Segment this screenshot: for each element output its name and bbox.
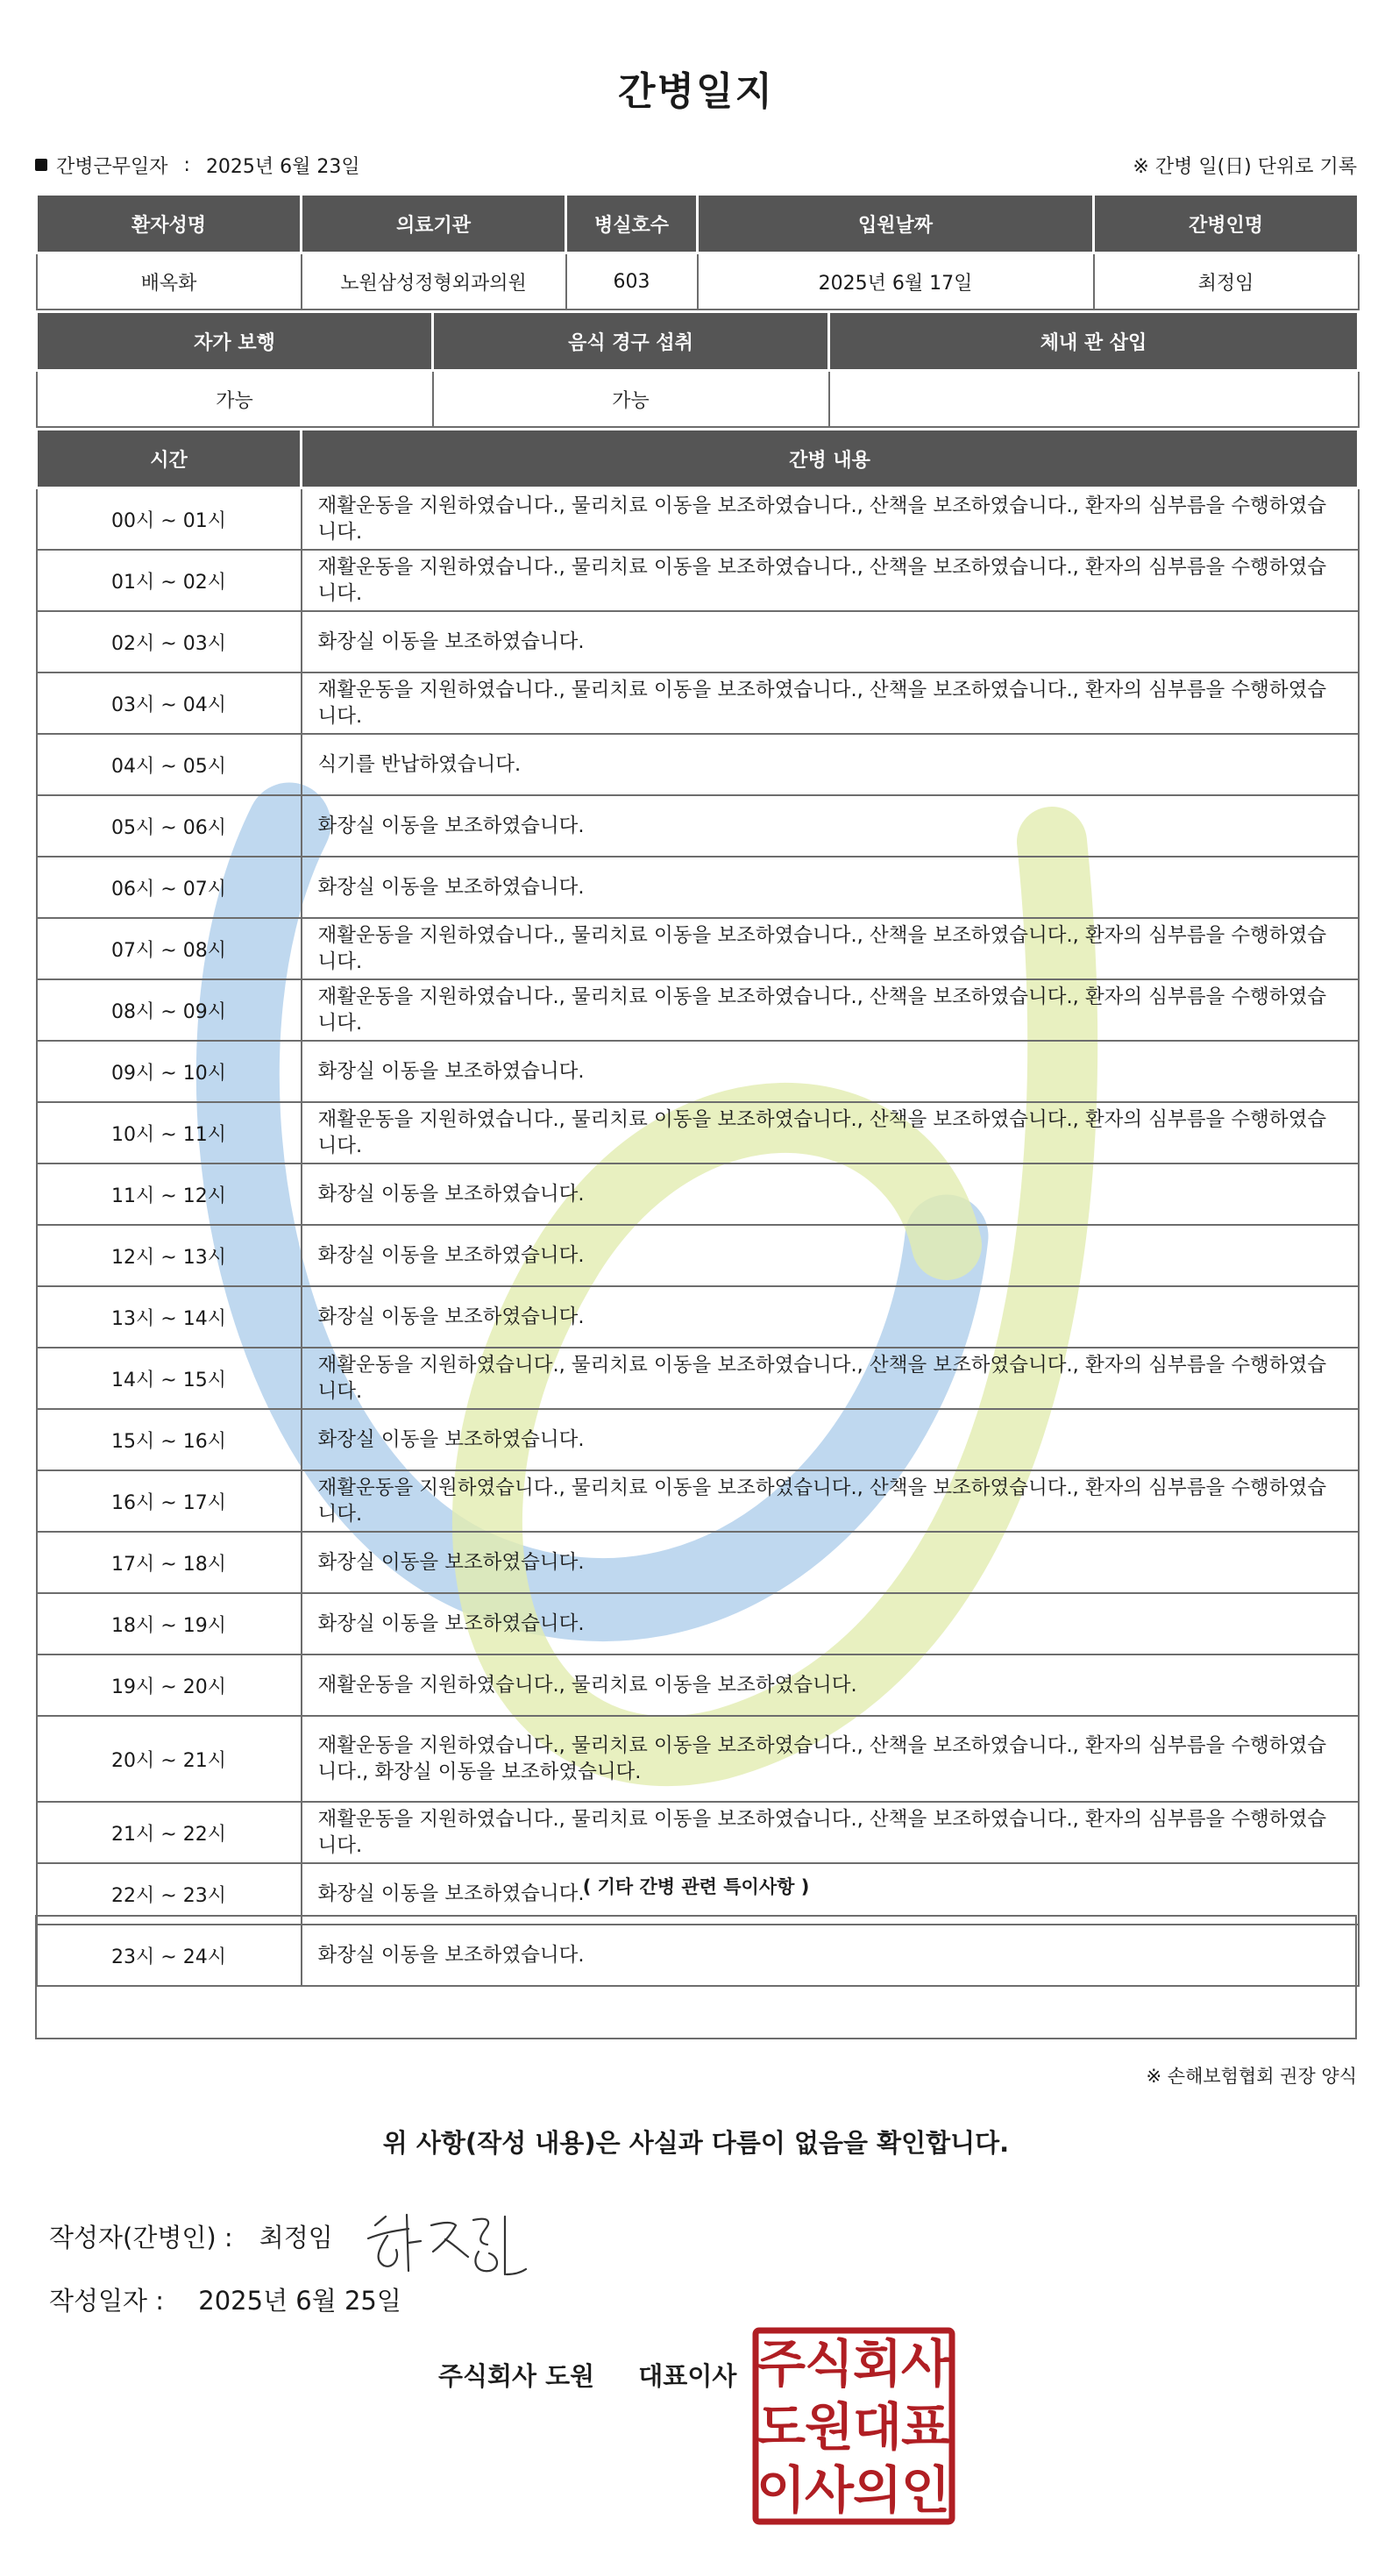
seal-character: 회	[852, 2334, 903, 2394]
writer-label: 작성자(간병인) :	[49, 2223, 233, 2252]
log-content-cell: 식기를 반납하였습니다.	[302, 734, 1359, 795]
log-time-cell: 11시 ~ 12시	[37, 1163, 302, 1225]
log-time-cell: 02시 ~ 03시	[37, 611, 302, 672]
log-time-cell: 09시 ~ 10시	[37, 1041, 302, 1102]
company-ceo-title: 대표이사	[638, 2361, 737, 2391]
table-row	[37, 488, 1359, 551]
log-content-cell: 화장실 이동을 보조하였습니다.	[302, 1163, 1359, 1225]
log-content-cell: 화장실 이동을 보조하였습니다.	[302, 1593, 1359, 1654]
log-time-cell: 14시 ~ 15시	[37, 1348, 302, 1409]
log-time-cell: 18시 ~ 19시	[37, 1593, 302, 1654]
log-time-cell: 17시 ~ 18시	[37, 1532, 302, 1593]
header-self-walking: 자가 보행	[37, 312, 433, 371]
company-name: 주식회사 도원	[438, 2361, 595, 2391]
log-time-cell: 22시 ~ 23시	[37, 1863, 302, 1925]
admission-date: 2025년 6월 17일	[698, 253, 1094, 310]
log-content-cell: 재활운동을 지원하였습니다., 물리치료 이동을 보조하였습니다., 산책을 보조하였습니다., 환자의 심부름을 수행하였습니다.	[302, 1348, 1359, 1409]
table-row	[37, 1532, 1359, 1593]
work-date-row	[35, 151, 1357, 179]
log-content-cell: 화장실 이동을 보조하였습니다.	[302, 1041, 1359, 1102]
seal-character: 대	[852, 2397, 903, 2457]
log-content-cell: 재활운동을 지원하였습니다., 물리치료 이동을 보조하였습니다., 산책을 보조하였습니다., 환자의 심부름을 수행하였습니다.	[302, 979, 1359, 1041]
seal-character: 주	[756, 2334, 806, 2394]
header-care-content: 간병 내용	[302, 430, 1359, 488]
written-date-value: 2025년 6월 25일	[198, 2286, 401, 2316]
oral-intake-value: 가능	[433, 371, 829, 428]
written-date-row	[49, 2281, 401, 2317]
company-signature-line	[438, 2357, 736, 2393]
table-row	[37, 918, 1359, 979]
log-time-cell: 16시 ~ 17시	[37, 1470, 302, 1532]
log-content-cell: 재활운동을 지원하였습니다., 물리치료 이동을 보조하였습니다., 산책을 보조하였습니다., 환자의 심부름을 수행하였습니다.	[302, 1102, 1359, 1163]
log-time-cell: 03시 ~ 04시	[37, 672, 302, 734]
header-patient-name: 환자성명	[37, 195, 302, 253]
table-row	[37, 734, 1359, 795]
seal-character: 사	[804, 2460, 855, 2520]
table-row	[37, 1286, 1359, 1348]
header-caregiver-name: 간병인명	[1094, 195, 1359, 253]
confirmation-statement: 위 사항(작성 내용)은 사실과 다름이 없음을 확인합니다.	[382, 2128, 1010, 2158]
company-seal-stamp	[752, 2327, 955, 2525]
log-content-cell: 재활운동을 지원하였습니다., 물리치료 이동을 보조하였습니다., 산책을 보조하였습니다., 환자의 심부름을 수행하였습니다.	[302, 488, 1359, 551]
log-time-cell: 01시 ~ 02시	[37, 550, 302, 611]
handwritten-signature	[358, 2190, 533, 2287]
table-row	[37, 1654, 1359, 1716]
seal-character: 도	[756, 2397, 806, 2457]
header-admission-date: 입원날짜	[698, 195, 1094, 253]
log-content-cell: 화장실 이동을 보조하였습니다.	[302, 611, 1359, 672]
written-date-label: 작성일자 :	[49, 2286, 165, 2316]
table-row	[37, 1409, 1359, 1470]
log-content-cell: 재활운동을 지원하였습니다., 물리치료 이동을 보조하였습니다., 산책을 보조하였습니다., 환자의 심부름을 수행하였습니다.	[302, 550, 1359, 611]
table-row	[37, 1802, 1359, 1863]
log-time-cell: 04시 ~ 05시	[37, 734, 302, 795]
form-source-note: ※ 손해보험협회 권장 양식	[1146, 2066, 1357, 2087]
seal-character: 원	[804, 2397, 855, 2457]
table-row	[37, 979, 1359, 1041]
header-room-number: 병실호수	[566, 195, 698, 253]
patient-name: 배옥화	[37, 253, 302, 310]
log-time-cell: 08시 ~ 09시	[37, 979, 302, 1041]
room-number: 603	[566, 253, 698, 310]
special-notes-title: ( 기타 간병 관련 특이사항 )	[582, 1876, 810, 1897]
patient-info-table	[35, 193, 1360, 310]
seal-character: 이	[756, 2460, 806, 2520]
log-time-cell: 12시 ~ 13시	[37, 1225, 302, 1286]
log-content-cell: 재활운동을 지원하였습니다., 물리치료 이동을 보조하였습니다., 산책을 보조하였습니다., 환자의 심부름을 수행하였습니다.	[302, 1470, 1359, 1532]
table-row	[37, 857, 1359, 918]
seal-character: 인	[900, 2460, 951, 2520]
seal-character: 표	[900, 2397, 951, 2457]
log-time-cell: 05시 ~ 06시	[37, 795, 302, 857]
unit-note: ※ 간병 일(日) 단위로 기록	[1133, 155, 1357, 178]
table-row	[37, 1716, 1359, 1802]
table-row	[37, 1163, 1359, 1225]
self-walking-value: 가능	[37, 371, 433, 428]
work-date-label: 간병근무일자	[56, 155, 168, 178]
header-hospital: 의료기관	[302, 195, 566, 253]
tube-insertion-value	[829, 371, 1359, 428]
log-content-cell: 재활운동을 지원하였습니다., 물리치료 이동을 보조하였습니다., 산책을 보조하였습니다., 환자의 심부름을 수행하였습니다.	[302, 918, 1359, 979]
table-row	[37, 1225, 1359, 1286]
table-row	[37, 1041, 1359, 1102]
writer-row	[49, 2218, 333, 2254]
log-content-cell: 화장실 이동을 보조하였습니다.	[302, 1925, 1359, 1986]
log-content-cell: 화장실 이동을 보조하였습니다.	[302, 795, 1359, 857]
table-row	[37, 1348, 1359, 1409]
table-row	[37, 795, 1359, 857]
care-log-table	[35, 428, 1360, 1987]
log-time-cell: 10시 ~ 11시	[37, 1102, 302, 1163]
log-content-cell: 화장실 이동을 보조하였습니다.	[302, 1409, 1359, 1470]
log-time-cell: 13시 ~ 14시	[37, 1286, 302, 1348]
care-log-body	[37, 488, 1359, 1987]
log-time-cell: 21시 ~ 22시	[37, 1802, 302, 1863]
table-row	[37, 1593, 1359, 1654]
work-date-value: 2025년 6월 23일	[205, 155, 360, 178]
log-content-cell: 재활운동을 지원하였습니다., 물리치료 이동을 보조하였습니다., 산책을 보조하였습니다., 환자의 심부름을 수행하였습니다., 화장실 이동을 보조하였습니다.	[302, 1716, 1359, 1802]
log-time-cell: 20시 ~ 21시	[37, 1716, 302, 1802]
table-row	[37, 672, 1359, 734]
log-time-cell: 07시 ~ 08시	[37, 918, 302, 979]
log-content-cell: 화장실 이동을 보조하였습니다.	[302, 1532, 1359, 1593]
table-row	[37, 611, 1359, 672]
seal-character: 의	[852, 2460, 903, 2520]
log-content-cell: 화장실 이동을 보조하였습니다.	[302, 1225, 1359, 1286]
writer-name: 최정임	[259, 2223, 333, 2252]
log-content-cell: 재활운동을 지원하였습니다., 물리치료 이동을 보조하였습니다., 산책을 보조하였습니다., 환자의 심부름을 수행하였습니다.	[302, 672, 1359, 734]
log-content-cell: 화장실 이동을 보조하였습니다.	[302, 1863, 1359, 1925]
log-time-cell: 06시 ~ 07시	[37, 857, 302, 918]
seal-character: 사	[900, 2334, 951, 2394]
caregiver-name: 최정임	[1094, 253, 1359, 310]
seal-character: 식	[804, 2334, 855, 2394]
log-content-cell: 재활운동을 지원하였습니다., 물리치료 이동을 보조하였습니다.	[302, 1654, 1359, 1716]
header-oral-intake: 음식 경구 섭취	[433, 312, 829, 371]
work-date-colon: :	[183, 153, 190, 176]
log-time-cell: 00시 ~ 01시	[37, 488, 302, 551]
log-content-cell: 화장실 이동을 보조하였습니다.	[302, 857, 1359, 918]
square-bullet-icon	[35, 159, 47, 171]
log-time-cell: 19시 ~ 20시	[37, 1654, 302, 1716]
table-row	[37, 1470, 1359, 1532]
special-notes-box	[35, 1915, 1357, 2039]
log-time-cell: 23시 ~ 24시	[37, 1925, 302, 1986]
header-time: 시간	[37, 430, 302, 488]
hospital-name: 노원삼성정형외과의원	[302, 253, 566, 310]
log-content-cell: 재활운동을 지원하였습니다., 물리치료 이동을 보조하였습니다., 산책을 보조하였습니다., 환자의 심부름을 수행하였습니다.	[302, 1802, 1359, 1863]
table-row	[37, 550, 1359, 611]
log-time-cell: 15시 ~ 16시	[37, 1409, 302, 1470]
header-tube-insertion: 체내 관 삽입	[829, 312, 1359, 371]
patient-status-table	[35, 310, 1360, 428]
log-content-cell: 화장실 이동을 보조하였습니다.	[302, 1286, 1359, 1348]
table-row	[37, 1102, 1359, 1163]
page-title: 간병일지	[617, 69, 774, 114]
